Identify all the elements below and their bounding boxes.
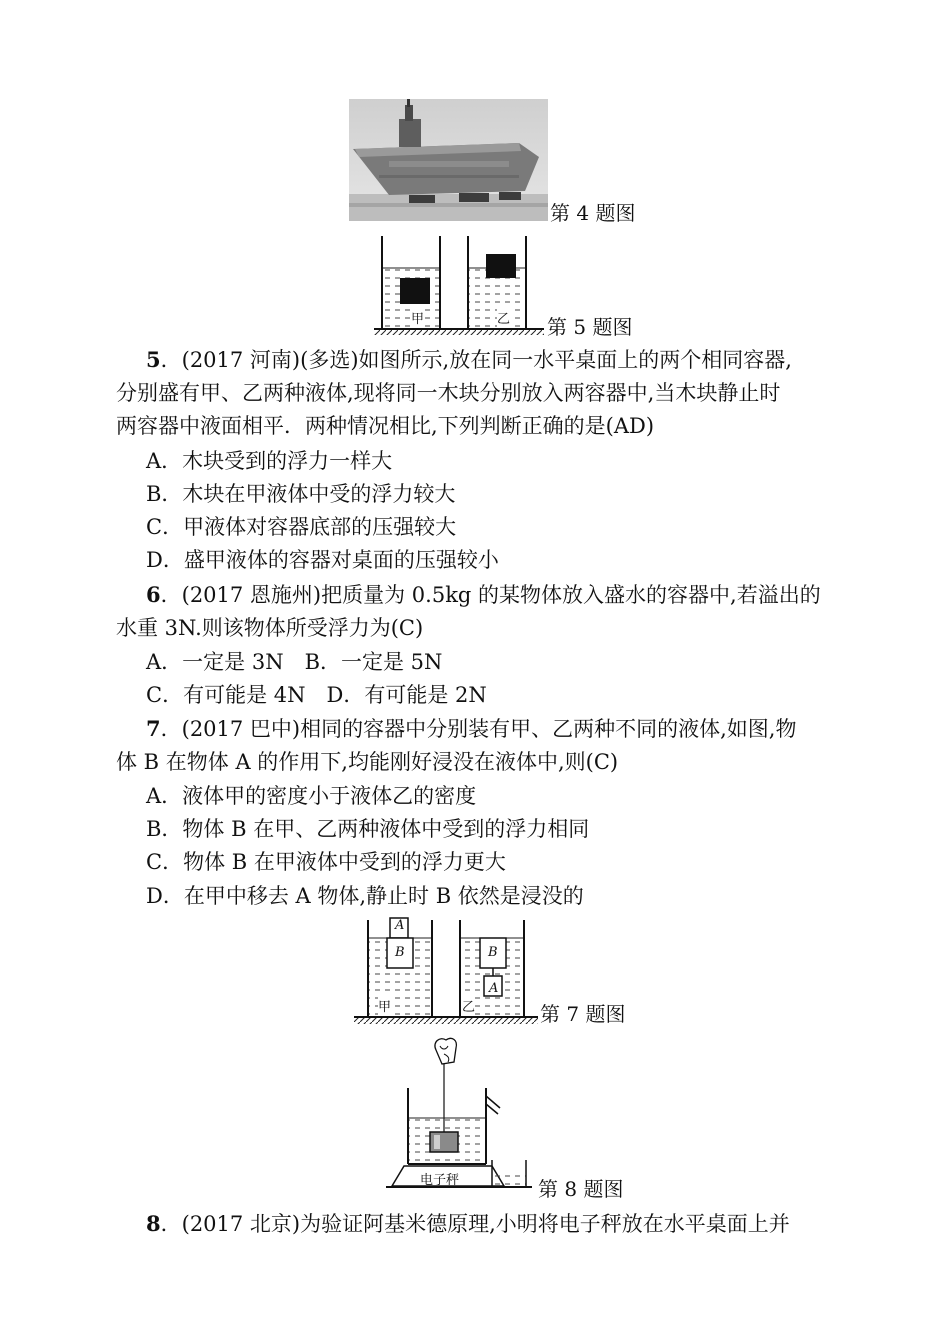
- fig8-caption: 第 8 题图: [538, 1177, 624, 1201]
- q5-line-2: 分别盛有甲、乙两种液体,现将同一木块分别放入两容器中,当木块静止时: [116, 381, 781, 405]
- fig7-label-left: 甲: [378, 996, 391, 1015]
- carrier-photo: [349, 99, 548, 221]
- q7-line-2: 体 B 在物体 A 的作用下,均能刚好浸没在液体中,则(C): [116, 750, 619, 774]
- q5-number: 5: [146, 347, 161, 372]
- q5-option-a: A．木块受到的浮力一样大: [146, 449, 393, 473]
- q5-option-b: B．木块在甲液体中受的浮力较大: [146, 482, 456, 506]
- q6-line-1: 6．(2017 恩施州)把质量为 0.5kg 的某物体放入盛水的容器中,若溢出的: [146, 582, 821, 607]
- fig5-diagram: [374, 234, 546, 336]
- q5-option-d: D．盛甲液体的容器对桌面的压强较小: [146, 548, 499, 572]
- fig5-label-right: 乙: [497, 308, 510, 327]
- q5-line-1: 5．(2017 河南)(多选)如图所示,放在同一水平桌面上的两个相同容器,: [146, 347, 792, 372]
- q7-line-1: 7．(2017 巴中)相同的容器中分别装有甲、乙两种不同的液体,如图,物: [146, 716, 797, 741]
- q7-option-b: B．物体 B 在甲、乙两种液体中受到的浮力相同: [146, 817, 590, 841]
- fig7-label-right: 乙: [462, 996, 475, 1015]
- q5-option-c: C．甲液体对容器底部的压强较大: [146, 515, 457, 539]
- q6-number: 6: [146, 582, 161, 607]
- q5-line-3: 两容器中液面相平．两种情况相比,下列判断正确的是(AD): [116, 414, 655, 438]
- fig7-block-b-left: B: [395, 945, 405, 960]
- q7-number: 7: [146, 716, 161, 741]
- fig5-label-left: 甲: [411, 308, 424, 327]
- q7-option-a: A．液体甲的密度小于液体乙的密度: [146, 784, 477, 808]
- q7-option-d: D．在甲中移去 A 物体,静止时 B 依然是浸没的: [146, 884, 584, 908]
- fig7-block-b-right: B: [488, 945, 498, 960]
- fig5-caption: 第 5 题图: [547, 315, 633, 339]
- fig4-caption: 第 4 题图: [550, 201, 636, 225]
- fig7-block-a-right: A: [489, 981, 499, 996]
- q6-line-2: 水重 3N.则该物体所受浮力为(C): [116, 616, 424, 640]
- q7-option-c: C．物体 B 在甲液体中受到的浮力更大: [146, 850, 506, 874]
- fig7-caption: 第 7 题图: [540, 1002, 626, 1026]
- fig7-block-a-left: A: [395, 918, 405, 933]
- q8-number: 8: [146, 1211, 161, 1236]
- q6-options-row-2: C．有可能是 4N D．有可能是 2N: [146, 683, 487, 707]
- q8-line-1: 8．(2017 北京)为验证阿基米德原理,小明将电子秤放在水平桌面上并: [146, 1211, 790, 1236]
- q6-options-row-1: A．一定是 3N B．一定是 5N: [146, 650, 443, 674]
- fig8-scale-label: 电子秤: [420, 1173, 460, 1188]
